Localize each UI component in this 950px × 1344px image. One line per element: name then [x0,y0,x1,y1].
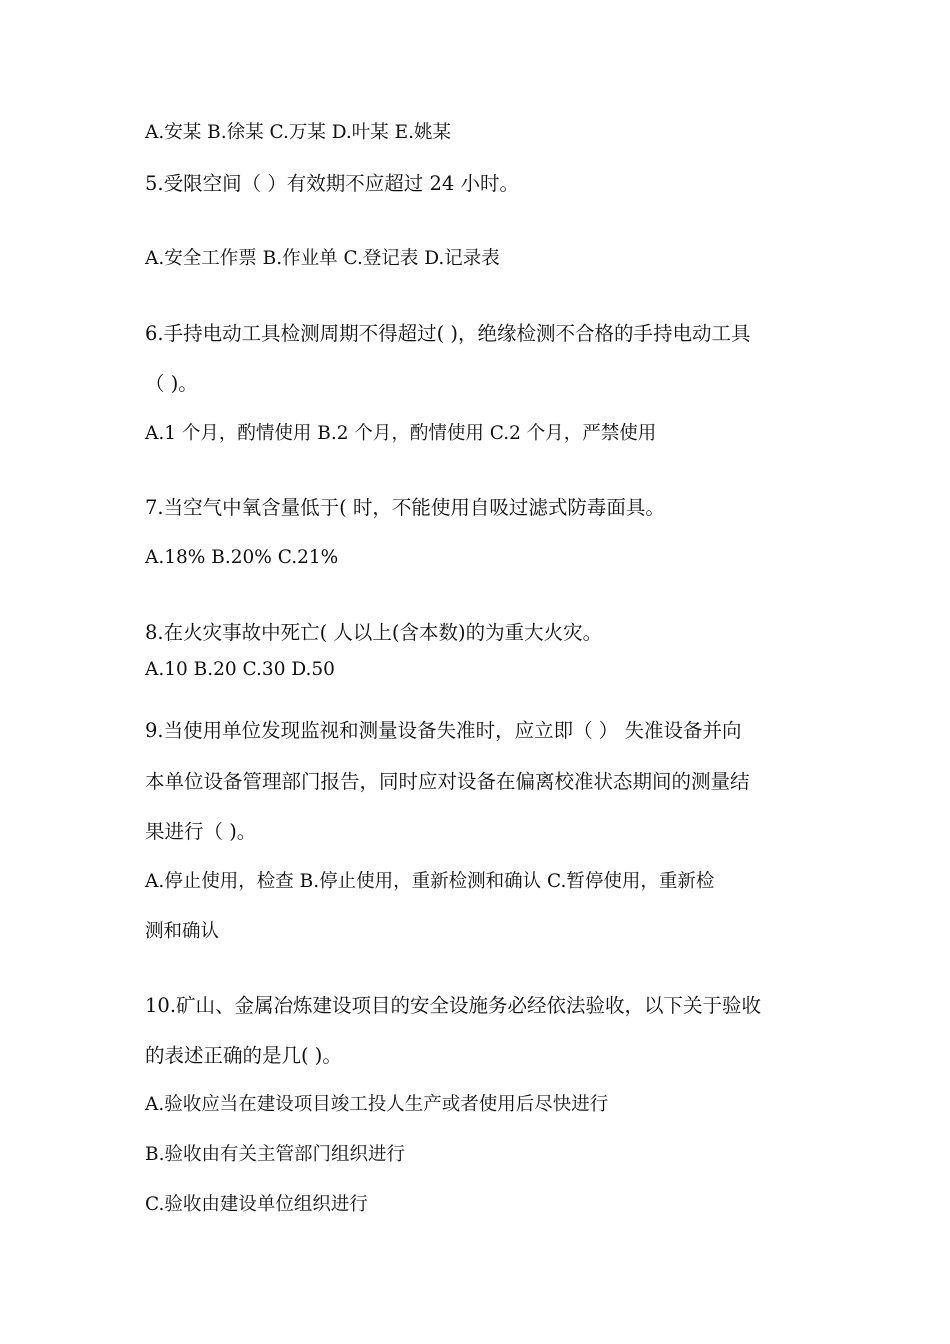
question-10-option-a: A.验收应当在建设项目竣工投人生产或者使用后尽快进行 [145,1094,609,1115]
question-6-stem-line-2: （ )。 [145,372,198,395]
question-9-stem-line-1: 9.当使用单位发现监视和测量设备失准时，应立即（ ） 失准设备并向 [145,719,742,742]
question-10-stem-line-1: 10.矿山、金属冶炼建设项目的安全设施务必经依法验收，以下关于验收 [145,994,762,1017]
question-9-stem-line-3: 果进行（ )。 [145,820,257,843]
question-10-option-b: B.验收由有关主管部门组织进行 [145,1144,405,1165]
question-8-stem: 8.在火灾事故中死亡( 人以上(含本数)的为重大火灾。 [145,621,603,644]
question-9-options-line-1: A.停止使用，检查 B.停止使用，重新检测和确认 C.暂停使用，重新检 [145,871,715,892]
question-7-stem: 7.当空气中氧含量低于( 时，不能使用自吸过滤式防毒面具。 [145,496,665,519]
question-8-options: A.10 B.20 C.30 D.50 [145,659,335,680]
question-5-options: A.安全工作票 B.作业单 C.登记表 D.记录表 [145,248,500,269]
question-10-option-c: C.验收由建设单位组织进行 [145,1194,368,1215]
question-6-options: A.1 个月，酌情使用 B.2 个月，酌情使用 C.2 个月，严禁使用 [145,423,657,444]
question-9-options-line-2: 测和确认 [145,921,220,942]
question-10-stem-line-2: 的表述正确的是几( )。 [145,1044,342,1067]
question-7-options: A.18% B.20% C.21% [145,547,339,568]
question-9-stem-line-2: 本单位设备管理部门报告，同时应对设备在偏离校准状态期间的测量结 [145,770,750,793]
question-5-stem: 5.受限空间（ ）有效期不应超过 24 小时。 [145,172,520,195]
question-6-stem-line-1: 6.手持电动工具检测周期不得超过( )，绝缘检测不合格的手持电动工具 [145,322,751,345]
question-4-options: A.安某 B.徐某 C.万某 D.叶某 E.姚某 [145,122,452,143]
